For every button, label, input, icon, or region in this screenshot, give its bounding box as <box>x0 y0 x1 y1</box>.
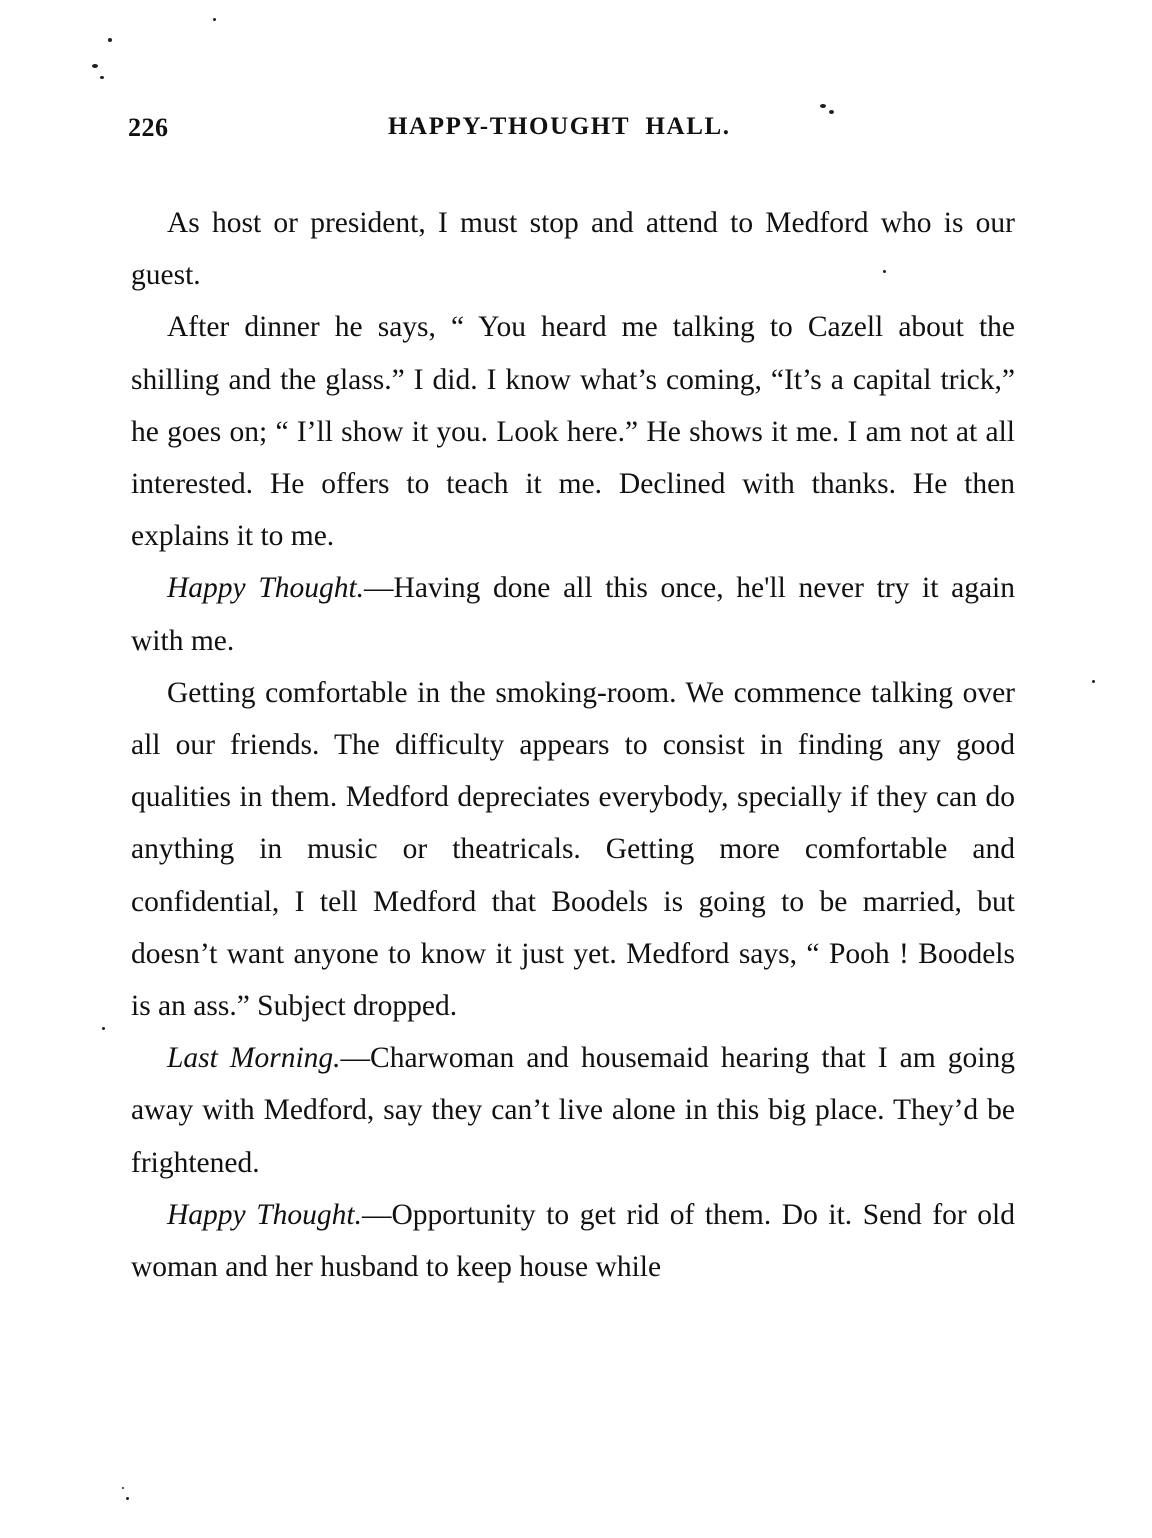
paragraph <box>131 1032 1015 1189</box>
scan-speck <box>100 76 104 79</box>
scan-speck <box>108 38 112 42</box>
scan-speck <box>820 104 826 108</box>
paragraph-text: —Having done all this once, he'll never try it again with me. <box>131 572 1016 657</box>
page-number: 226 <box>128 113 169 142</box>
paragraph <box>131 301 1015 562</box>
paragraph <box>131 562 1015 666</box>
scan-speck <box>829 110 834 114</box>
paragraph <box>131 197 1015 301</box>
scan-speck <box>883 270 886 273</box>
scan-speck <box>102 1027 105 1030</box>
scan-speck <box>1092 680 1095 683</box>
body-text <box>131 197 1015 1293</box>
scan-speck <box>126 1497 129 1500</box>
italic-lead: Happy Thought. <box>167 1198 362 1231</box>
paragraph-text: Getting comfortable in the smoking-room. We commence talking over all our friends. The difficulty appears to consist in finding any good qualities in them. Medford depreciates everybody, specially if they can do anything in music or theatricals. Getting more comfortable and confidential, I tell Medford that Boodels is going to be married, but doesn’t want anyone to know it just yet. Medford says, “ Pooh ! Boodels is an ass.” Subject dropped. <box>131 676 1015 1023</box>
italic-lead: Last Morning. <box>167 1042 341 1075</box>
paragraph <box>131 1189 1015 1293</box>
paragraph <box>131 667 1015 1032</box>
scan-speck <box>213 18 216 21</box>
paragraph-text: After dinner he says, “ You heard me talking to Cazell about the shilling and the glass.” I did. I know what’s coming, “It’s a capital trick,” he goes on; “ I’ll show it you. Look here.” He shows it me. I am not at all interested. He offers to teach it me. Declined with thanks. He then explains it to me. <box>131 311 1015 553</box>
paragraph-text: —Opportunity to get rid of them. Do it. Send for old woman and her husband to keep house while <box>131 1198 1015 1284</box>
italic-lead: Happy Thought. <box>167 572 365 605</box>
paragraph-text: As host or president, I must stop and attend to Medford who is our guest. <box>131 207 1015 292</box>
paragraph-text: —Charwoman and housemaid hearing that I am going away with Medford, say they can’t live alone in this big place. They’d be frightened. <box>131 1042 1015 1179</box>
page-header <box>128 113 1018 153</box>
scan-speck <box>92 64 98 68</box>
running-head: HAPPY-THOUGHT HALL. <box>388 113 731 140</box>
scan-speck <box>122 1487 124 1489</box>
